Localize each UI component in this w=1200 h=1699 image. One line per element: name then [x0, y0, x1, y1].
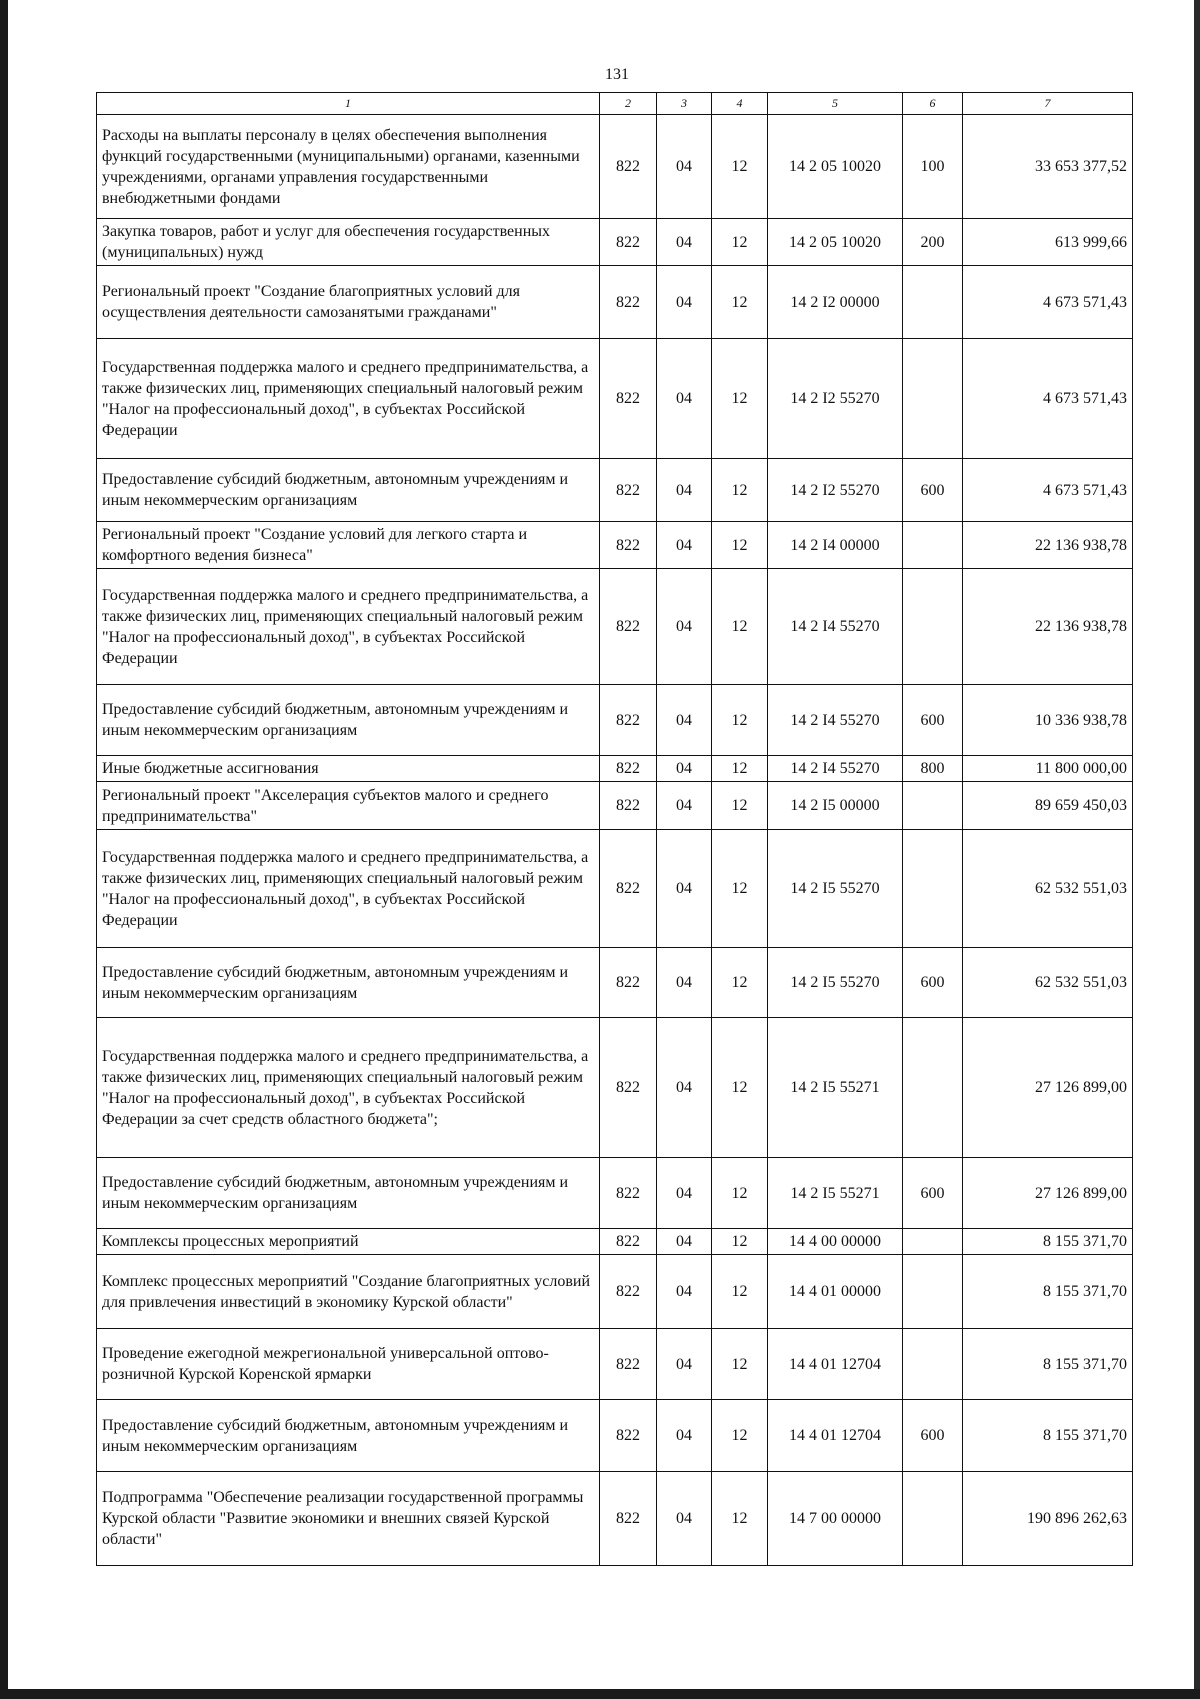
row-section: 04: [657, 219, 712, 266]
row-admin-code: 822: [600, 266, 657, 339]
table-row: [97, 1400, 1133, 1472]
row-target-item: 14 2 I2 00000: [768, 266, 903, 339]
row-admin-code: 822: [600, 1472, 657, 1566]
row-target-item: 14 2 05 10020: [768, 219, 903, 266]
row-admin-code: 822: [600, 1018, 657, 1158]
row-name: Региональный проект "Создание благоприятных условий для осуществления деятельности самозанятыми гражданами": [97, 266, 600, 339]
header-col-4: 4: [712, 93, 768, 115]
table-row: [97, 115, 1133, 219]
row-admin-code: 822: [600, 569, 657, 685]
row-amount: 4 673 571,43: [963, 459, 1133, 522]
row-expense-type: [903, 1472, 963, 1566]
row-subsection: 12: [712, 1255, 768, 1329]
row-target-item: 14 2 I5 00000: [768, 782, 903, 830]
row-name: Подпрограмма "Обеспечение реализации государственной программы Курской области "Развитие экономики и внешних связей Курской области": [97, 1472, 600, 1566]
row-target-item: 14 2 I4 55270: [768, 685, 903, 756]
row-subsection: 12: [712, 1472, 768, 1566]
row-name: Предоставление субсидий бюджетным, автономным учреждениям и иным некоммерческим организациям: [97, 685, 600, 756]
header-col-2: 2: [600, 93, 657, 115]
header-col-6: 6: [903, 93, 963, 115]
row-expense-type: [903, 522, 963, 569]
row-target-item: 14 2 I2 55270: [768, 459, 903, 522]
row-target-item: 14 2 I5 55270: [768, 948, 903, 1018]
row-section: 04: [657, 339, 712, 459]
row-subsection: 12: [712, 339, 768, 459]
row-amount: 22 136 938,78: [963, 569, 1133, 685]
header-col-5: 5: [768, 93, 903, 115]
row-section: 04: [657, 948, 712, 1018]
table-row: [97, 1018, 1133, 1158]
row-subsection: 12: [712, 782, 768, 830]
table-row: [97, 1158, 1133, 1229]
row-target-item: 14 4 00 00000: [768, 1229, 903, 1255]
row-section: 04: [657, 685, 712, 756]
row-subsection: 12: [712, 685, 768, 756]
row-subsection: 12: [712, 1018, 768, 1158]
table-row: [97, 219, 1133, 266]
row-expense-type: [903, 266, 963, 339]
row-subsection: 12: [712, 756, 768, 782]
row-subsection: 12: [712, 948, 768, 1018]
row-expense-type: 100: [903, 115, 963, 219]
table-row: [97, 459, 1133, 522]
row-section: 04: [657, 1472, 712, 1566]
row-subsection: 12: [712, 569, 768, 685]
row-section: 04: [657, 522, 712, 569]
row-expense-type: [903, 339, 963, 459]
table-row: [97, 569, 1133, 685]
row-section: 04: [657, 756, 712, 782]
row-subsection: 12: [712, 1329, 768, 1400]
row-amount: 4 673 571,43: [963, 266, 1133, 339]
row-name: Предоставление субсидий бюджетным, автономным учреждениям и иным некоммерческим организациям: [97, 948, 600, 1018]
row-name: Региональный проект "Создание условий для легкого старта и комфортного ведения бизнеса": [97, 522, 600, 569]
row-target-item: 14 2 I4 55270: [768, 756, 903, 782]
row-amount: 27 126 899,00: [963, 1158, 1133, 1229]
row-target-item: 14 2 I4 00000: [768, 522, 903, 569]
row-amount: 11 800 000,00: [963, 756, 1133, 782]
row-section: 04: [657, 782, 712, 830]
row-subsection: 12: [712, 1400, 768, 1472]
row-admin-code: 822: [600, 219, 657, 266]
row-amount: 8 155 371,70: [963, 1255, 1133, 1329]
row-amount: 27 126 899,00: [963, 1018, 1133, 1158]
scan-border-bottom: [0, 1689, 1200, 1699]
header-col-3: 3: [657, 93, 712, 115]
row-name: Закупка товаров, работ и услуг для обеспечения государственных (муниципальных) нужд: [97, 219, 600, 266]
row-admin-code: 822: [600, 782, 657, 830]
row-admin-code: 822: [600, 339, 657, 459]
row-amount: 22 136 938,78: [963, 522, 1133, 569]
row-section: 04: [657, 115, 712, 219]
row-admin-code: 822: [600, 459, 657, 522]
row-admin-code: 822: [600, 830, 657, 948]
row-name: Региональный проект "Акселерация субъектов малого и среднего предпринимательства": [97, 782, 600, 830]
row-expense-type: 600: [903, 948, 963, 1018]
row-expense-type: [903, 830, 963, 948]
row-target-item: 14 2 I5 55271: [768, 1158, 903, 1229]
row-section: 04: [657, 1158, 712, 1229]
row-name: Государственная поддержка малого и среднего предпринимательства, а также физических лиц, применяющих специальный налоговый режим "Налог на профессиональный доход", в субъектах Российской Федерации: [97, 830, 600, 948]
row-expense-type: 600: [903, 1400, 963, 1472]
row-amount: 8 155 371,70: [963, 1229, 1133, 1255]
row-subsection: 12: [712, 1158, 768, 1229]
row-name: Государственная поддержка малого и среднего предпринимательства, а также физических лиц, применяющих специальный налоговый режим "Налог на профессиональный доход", в субъектах Российской Федерации: [97, 339, 600, 459]
table-row: [97, 1229, 1133, 1255]
row-name: Предоставление субсидий бюджетным, автономным учреждениям и иным некоммерческим организациям: [97, 459, 600, 522]
budget-table: [96, 92, 1133, 1566]
table-row: [97, 1255, 1133, 1329]
page-number: 131: [605, 66, 629, 83]
row-section: 04: [657, 266, 712, 339]
header-col-7: 7: [963, 93, 1133, 115]
row-target-item: 14 4 01 12704: [768, 1400, 903, 1472]
row-admin-code: 822: [600, 1255, 657, 1329]
row-expense-type: [903, 1255, 963, 1329]
row-subsection: 12: [712, 266, 768, 339]
row-subsection: 12: [712, 219, 768, 266]
row-amount: 33 653 377,52: [963, 115, 1133, 219]
row-expense-type: 200: [903, 219, 963, 266]
row-expense-type: [903, 569, 963, 685]
row-section: 04: [657, 1018, 712, 1158]
header-row: [97, 93, 1133, 115]
table-row: [97, 830, 1133, 948]
row-section: 04: [657, 1329, 712, 1400]
row-name: Иные бюджетные ассигнования: [97, 756, 600, 782]
row-section: 04: [657, 830, 712, 948]
row-expense-type: [903, 1329, 963, 1400]
row-expense-type: [903, 782, 963, 830]
row-section: 04: [657, 569, 712, 685]
row-admin-code: 822: [600, 115, 657, 219]
row-amount: 62 532 551,03: [963, 948, 1133, 1018]
row-target-item: 14 4 01 12704: [768, 1329, 903, 1400]
row-name: Проведение ежегодной межрегиональной универсальной оптово-розничной Курской Коренской ярмарки: [97, 1329, 600, 1400]
row-admin-code: 822: [600, 1229, 657, 1255]
row-section: 04: [657, 1229, 712, 1255]
table-row: [97, 685, 1133, 756]
row-name: Комплекс процессных мероприятий "Создание благоприятных условий для привлечения инвестиций в экономику Курской области": [97, 1255, 600, 1329]
row-amount: 190 896 262,63: [963, 1472, 1133, 1566]
row-name: Государственная поддержка малого и среднего предпринимательства, а также физических лиц, применяющих специальный налоговый режим "Налог на профессиональный доход", в субъектах Российской Федерации: [97, 569, 600, 685]
row-target-item: 14 7 00 00000: [768, 1472, 903, 1566]
row-name: Расходы на выплаты персоналу в целях обеспечения выполнения функций государственными (муниципальными) органами, казенными учреждениями, органами управления государственными внебюджетными фондами: [97, 115, 600, 219]
row-amount: 89 659 450,03: [963, 782, 1133, 830]
row-target-item: 14 2 I2 55270: [768, 339, 903, 459]
row-admin-code: 822: [600, 685, 657, 756]
table-row: [97, 339, 1133, 459]
header-col-1: 1: [97, 93, 600, 115]
row-name: Комплексы процессных мероприятий: [97, 1229, 600, 1255]
table-row: [97, 782, 1133, 830]
row-name: Предоставление субсидий бюджетным, автономным учреждениям и иным некоммерческим организациям: [97, 1400, 600, 1472]
table-row: [97, 1472, 1133, 1566]
row-admin-code: 822: [600, 756, 657, 782]
row-subsection: 12: [712, 1229, 768, 1255]
row-name: Государственная поддержка малого и среднего предпринимательства, а также физических лиц, применяющих специальный налоговый режим "Налог на профессиональный доход", в субъектах Российской Федерации за счет средств областного бюджета";: [97, 1018, 600, 1158]
row-amount: 8 155 371,70: [963, 1400, 1133, 1472]
scan-border-right: [1194, 0, 1200, 1699]
row-expense-type: 600: [903, 459, 963, 522]
row-admin-code: 822: [600, 1329, 657, 1400]
table-row: [97, 756, 1133, 782]
row-expense-type: [903, 1018, 963, 1158]
row-subsection: 12: [712, 115, 768, 219]
row-subsection: 12: [712, 522, 768, 569]
row-section: 04: [657, 1255, 712, 1329]
row-target-item: 14 4 01 00000: [768, 1255, 903, 1329]
row-target-item: 14 2 I5 55270: [768, 830, 903, 948]
row-expense-type: 800: [903, 756, 963, 782]
row-target-item: 14 2 I4 55270: [768, 569, 903, 685]
row-amount: 10 336 938,78: [963, 685, 1133, 756]
row-name: Предоставление субсидий бюджетным, автономным учреждениям и иным некоммерческим организациям: [97, 1158, 600, 1229]
row-amount: 8 155 371,70: [963, 1329, 1133, 1400]
row-admin-code: 822: [600, 522, 657, 569]
row-expense-type: 600: [903, 685, 963, 756]
row-section: 04: [657, 1400, 712, 1472]
table-row: [97, 1329, 1133, 1400]
row-admin-code: 822: [600, 948, 657, 1018]
row-subsection: 12: [712, 830, 768, 948]
row-subsection: 12: [712, 459, 768, 522]
row-amount: 62 532 551,03: [963, 830, 1133, 948]
row-expense-type: 600: [903, 1158, 963, 1229]
row-amount: 613 999,66: [963, 219, 1133, 266]
row-section: 04: [657, 459, 712, 522]
row-target-item: 14 2 05 10020: [768, 115, 903, 219]
row-target-item: 14 2 I5 55271: [768, 1018, 903, 1158]
row-amount: 4 673 571,43: [963, 339, 1133, 459]
scan-border-left: [0, 0, 8, 1699]
row-admin-code: 822: [600, 1400, 657, 1472]
row-expense-type: [903, 1229, 963, 1255]
table-row: [97, 266, 1133, 339]
row-admin-code: 822: [600, 1158, 657, 1229]
table-row: [97, 522, 1133, 569]
table-row: [97, 948, 1133, 1018]
